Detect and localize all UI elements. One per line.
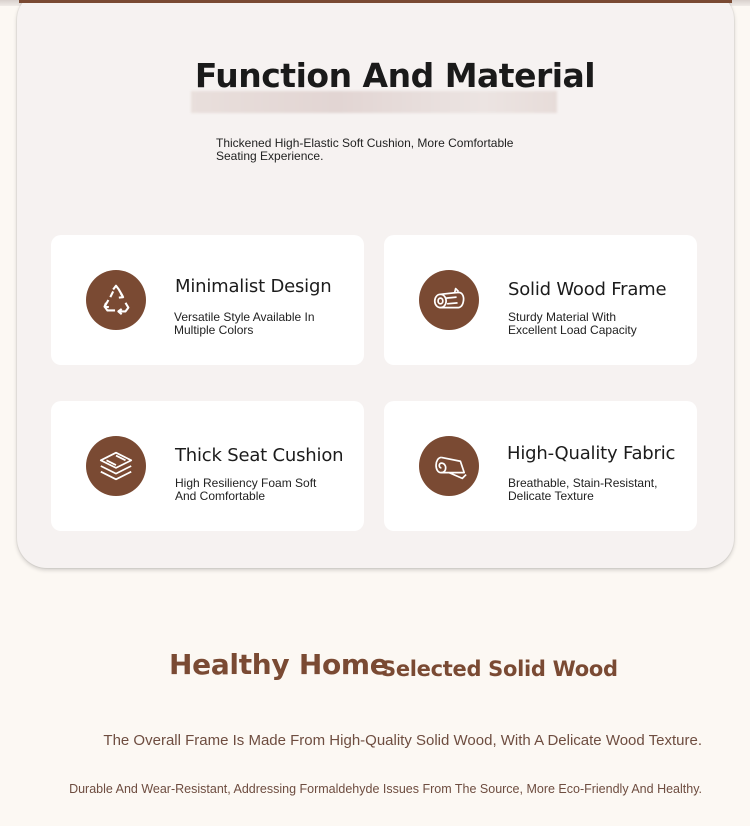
panel-top-bar bbox=[19, 0, 732, 3]
durability-description: Durable And Wear-Resistant, Addressing Formaldehyde Issues From The Source, More Eco-Friendly And Healthy. bbox=[69, 782, 702, 796]
card-title: Minimalist Design bbox=[175, 276, 332, 297]
recycle-icon bbox=[86, 270, 146, 330]
card-description: Versatile Style Available In Multiple Colors bbox=[174, 310, 315, 337]
feature-card-thick-seat-cushion bbox=[51, 401, 364, 531]
feature-card-minimalist-design bbox=[51, 235, 364, 365]
section-title: Function And Material bbox=[194, 56, 596, 95]
section-subtitle: Thickened High-Elastic Soft Cushion, More Comfortable Seating Experience. bbox=[216, 136, 514, 163]
card-description: Breathable, Stain-Resistant, Delicate Texture bbox=[508, 476, 658, 503]
card-title: Solid Wood Frame bbox=[508, 279, 667, 300]
selected-solid-wood-subtitle: Selected Solid Wood bbox=[381, 657, 618, 681]
card-title: Thick Seat Cushion bbox=[175, 445, 344, 466]
card-title: High-Quality Fabric bbox=[507, 443, 676, 464]
feature-card-solid-wood-frame bbox=[384, 235, 697, 365]
layers-icon bbox=[86, 436, 146, 496]
healthy-home-title: Healthy Home bbox=[169, 648, 389, 681]
wood-log-icon bbox=[419, 270, 479, 330]
fabric-roll-icon bbox=[419, 436, 479, 496]
card-description: High Resiliency Foam Soft And Comfortable bbox=[175, 476, 317, 503]
card-description: Sturdy Material With Excellent Load Capacity bbox=[508, 310, 637, 337]
feature-card-high-quality-fabric bbox=[384, 401, 697, 531]
frame-description: The Overall Frame Is Made From High-Quality Solid Wood, With A Delicate Wood Texture. bbox=[103, 732, 702, 749]
